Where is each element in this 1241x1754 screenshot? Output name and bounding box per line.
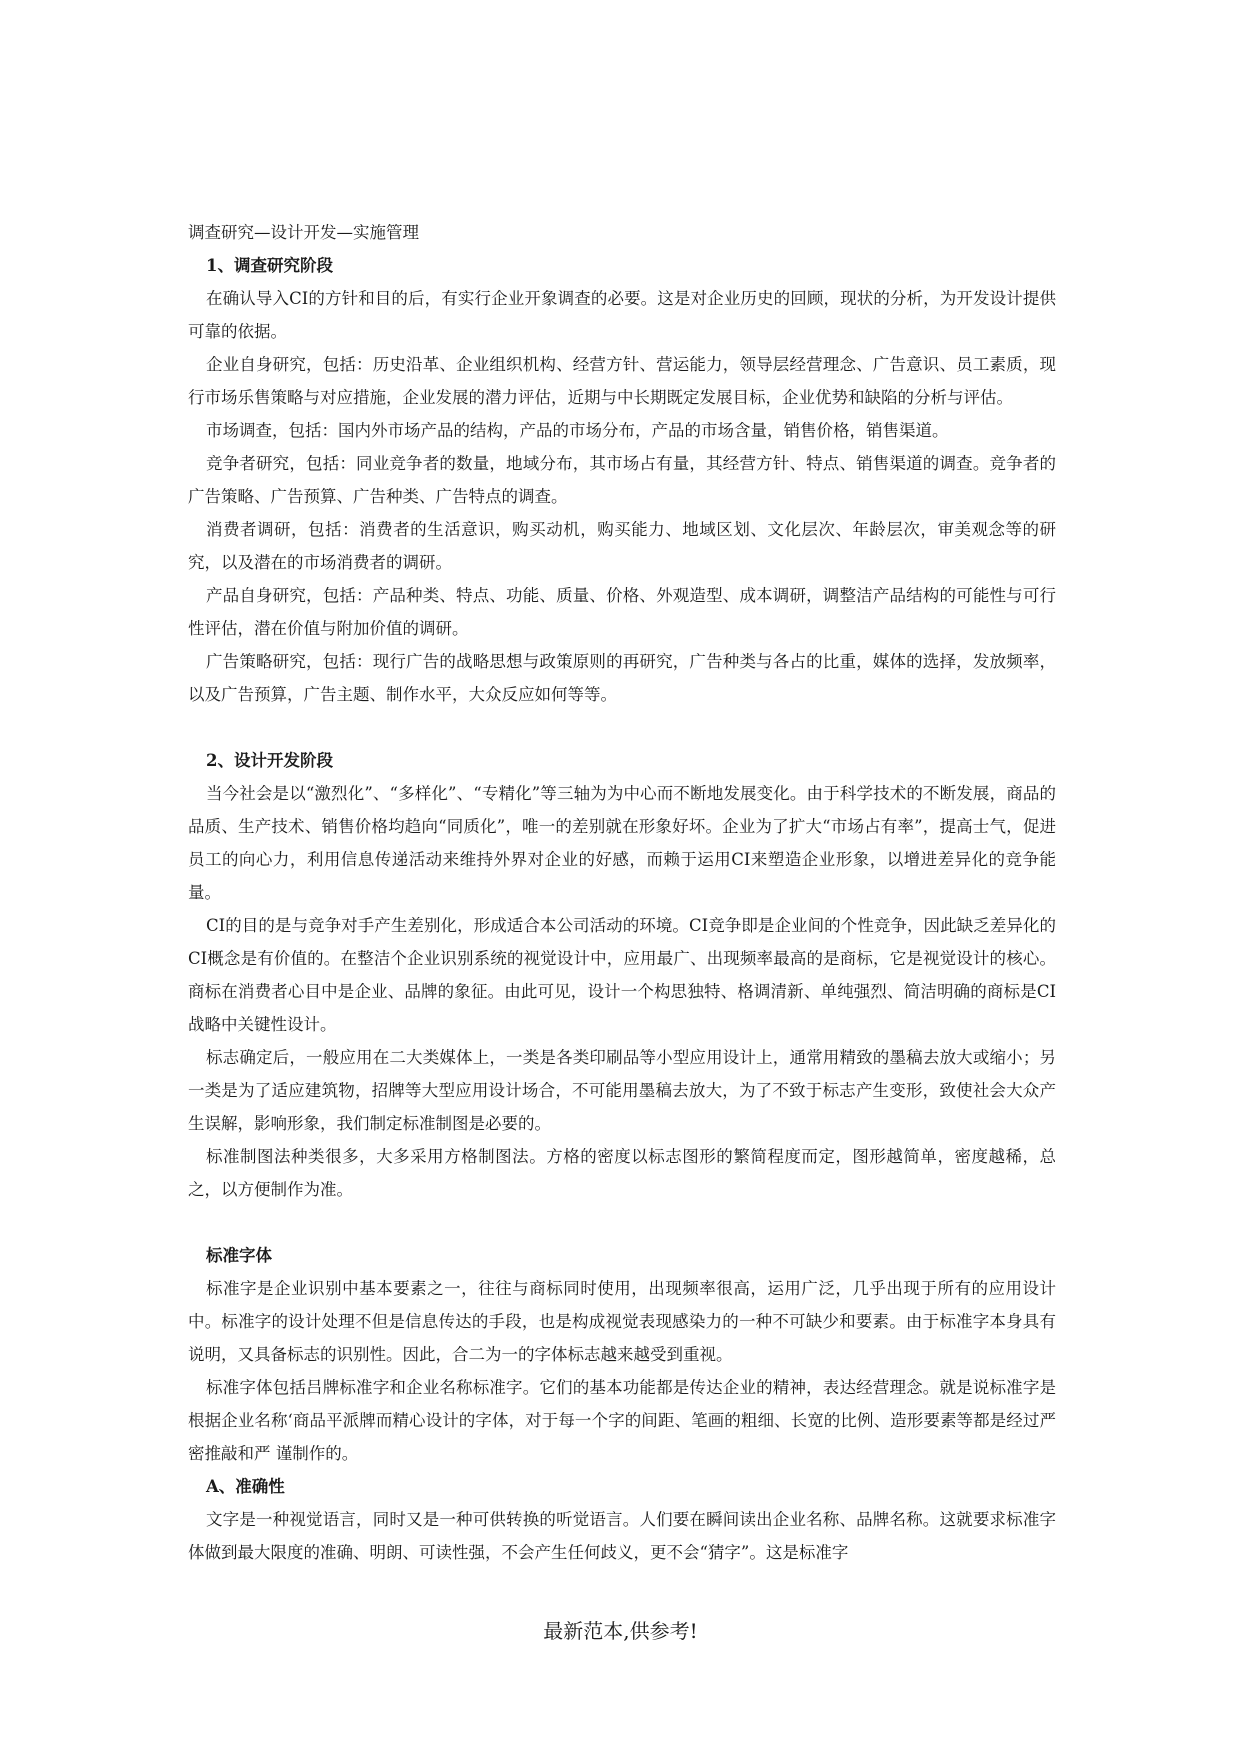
paragraph: 广告策略研究，包括：现行广告的战略思想与政策原则的再研究，广告种类与各占的比重，媒体的选择，发放频率，以及广告预算，广告主题、制作水平，大众反应如何等等。 <box>188 652 1056 704</box>
paragraph: 市场调查，包括：国内外市场产品的结构，产品的市场分布，产品的市场含量，销售价格，销售渠道。 <box>206 421 949 440</box>
section-heading: 标准字体 <box>206 1246 272 1265</box>
section-spacer <box>188 711 1056 744</box>
paragraph: 文字是一种视觉语言，同时又是一种可供转换的听觉语言。人们要在瞬间读出企业名称、品牌名称。这就要求标准字体做到最大限度的准确、明朗、可读性强，不会产生任何歧义，更不会“猜字”。这是标准字 <box>188 1510 1056 1562</box>
paragraph: 消费者调研，包括：消费者的生活意识，购买动机，购买能力、地域区划、文化层次、年龄层次，审美观念等的研究，以及潜在的市场消费者的调研。 <box>188 520 1056 572</box>
paragraph: 当今社会是以“激烈化”、“多样化”、“专精化”等三轴为为中心而不断地发展变化。由于科学技术的不断发展，商品的品质、生产技术、销售价格均趋向“同质化”，唯一的差别就在形象好坏。企业为了扩大“市场占有率”，提高士气，促进员工的向心力，利用信息传递活动来维持外界对企业的好感，而赖于运用CI来塑造企业形象，以增进差异化的竞争能量。 <box>188 784 1056 902</box>
section-heading: A、准确性 <box>206 1477 285 1496</box>
section-accuracy <box>188 1470 1056 1569</box>
section-spacer <box>188 1206 1056 1239</box>
paragraph: 企业自身研究，包括：历史沿革、企业组织机构、经营方针、营运能力，领导层经营理念、广告意识、员工素质，现行市场乐售策略与对应措施，企业发展的潜力评估，近期与中长期既定发展目标，企业优势和缺陷的分析与评估。 <box>188 355 1056 407</box>
paragraph: 标准制图法种类很多，大多采用方格制图法。方格的密度以标志图形的繁简程度而定，图形越简单，密度越稀，总之，以方便制作为准。 <box>188 1147 1056 1199</box>
section-heading: 1、调查研究阶段 <box>206 256 333 275</box>
section-standard-font <box>188 1239 1056 1470</box>
paragraph: 标准字体包括吕牌标准字和企业名称标准字。它们的基本功能都是传达企业的精神，表达经营理念。就是说标准字是根据企业名称‘商品平派牌而精心设计的字体，对于每一个字的间距、笔画的粗细、长宽的比例、造形要素等都是经过严密推敲和严 谨制作的。 <box>188 1378 1056 1463</box>
section-heading: 2、设计开发阶段 <box>206 751 333 770</box>
paragraph: 产品自身研究，包括：产品种类、特点、功能、质量、价格、外观造型、成本调研，调整洁产品结构的可能性与可行性评估，潜在价值与附加价值的调研。 <box>188 586 1056 638</box>
section-research <box>188 249 1056 711</box>
document-title: 调查研究—设计开发—实施管理 <box>188 223 419 242</box>
paragraph: 竞争者研究，包括：同业竞争者的数量，地域分布，其市场占有量，其经营方针、特点、销售渠道的调查。竞争者的广告策略、广告预算、广告种类、广告特点的调查。 <box>188 454 1056 506</box>
page-footer: 最新范本,供参考! <box>543 1619 698 1643</box>
paragraph: 在确认导入CI的方针和目的后，有实行企业开象调查的必要。这是对企业历史的回顾，现状的分析，为开发设计提供可靠的依据。 <box>188 289 1056 341</box>
document-body <box>188 216 1056 1569</box>
paragraph: 标志确定后，一般应用在二大类媒体上，一类是各类印刷品等小型应用设计上，通常用精致的墨稿去放大或缩小；另一类是为了适应建筑物，招牌等大型应用设计场合，不可能用墨稿去放大，为了不致于标志产生变形，致使社会大众产生误解，影响形象，我们制定标准制图是必要的。 <box>188 1048 1056 1133</box>
paragraph: CI的目的是与竞争对手产生差别化，形成适合本公司活动的环境。CI竞争即是企业间的个性竞争，因此缺乏差异化的CI概念是有价值的。在整洁个企业识别系统的视觉设计中，应用最广、出现频率最高的是商标，它是视觉设计的核心。商标在消费者心目中是企业、品牌的象征。由此可见，设计一个构思独特、格调清新、单纯强烈、简洁明确的商标是CI战略中关键性设计。 <box>188 916 1056 1034</box>
paragraph: 标准字是企业识别中基本要素之一，往往与商标同时使用，出现频率很高，运用广泛，几乎出现于所有的应用设计中。标准字的设计处理不但是信息传达的手段，也是构成视觉表现感染力的一种不可缺少和要素。由于标准字本身具有说明，又具备标志的识别性。因此，合二为一的字体标志越来越受到重视。 <box>188 1279 1056 1364</box>
section-design <box>188 744 1056 1206</box>
